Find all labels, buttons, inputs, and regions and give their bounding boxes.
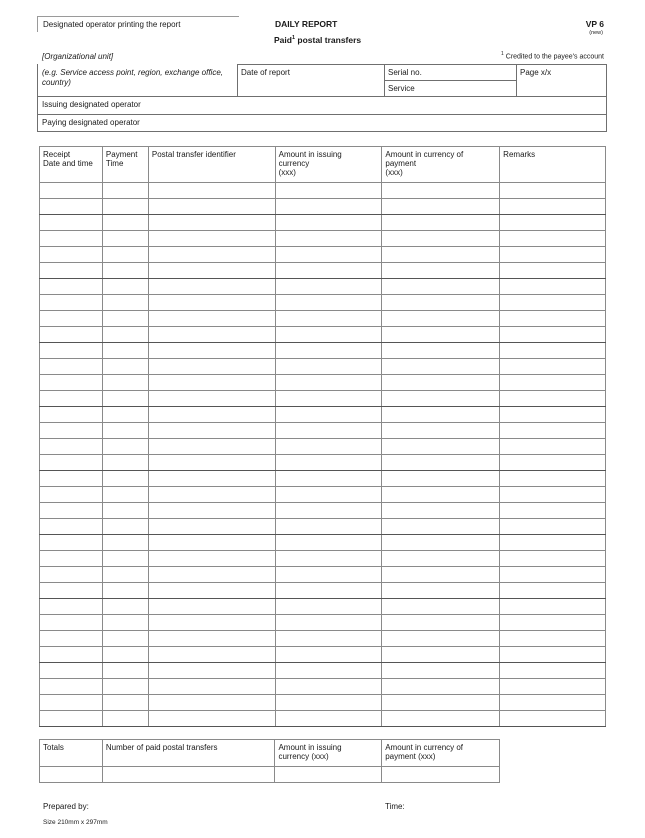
amount-payment-cell[interactable] [382,663,500,679]
remarks-cell[interactable] [500,343,606,359]
amount-issuing-cell[interactable] [275,647,382,663]
totals-header-totals-text: Totals [43,743,64,752]
payment-cell[interactable] [102,183,148,199]
identifier-cell[interactable] [148,343,275,359]
identifier-cell[interactable] [148,423,275,439]
receipt-cell[interactable] [40,503,103,519]
receipt-cell[interactable] [40,391,103,407]
table-row [40,183,606,199]
table-row [40,679,606,695]
amount-issuing-cell[interactable] [275,311,382,327]
table-row [40,695,606,711]
paper-size-note: Size 210mm x 297mm [43,819,108,826]
footnote-mark: 1 [501,51,504,57]
receipt-cell[interactable] [40,615,103,631]
remarks-cell[interactable] [500,231,606,247]
remarks-cell[interactable] [500,535,606,551]
header-payment-text: Payment Time [105,150,138,168]
amount-payment-cell[interactable] [382,327,500,343]
amount-payment-cell[interactable] [382,535,500,551]
remarks-cell[interactable] [500,391,606,407]
amount-payment-cell[interactable] [382,343,500,359]
identifier-cell[interactable] [148,599,275,615]
header-receipt-text: Receipt Date and time [43,150,93,168]
amount-issuing-cell[interactable] [275,695,382,711]
header-remarks-text: Remarks [503,150,536,159]
payment-cell[interactable] [102,455,148,471]
header-amount-issuing [275,147,382,183]
amount-issuing-cell[interactable] [275,183,382,199]
identifier-cell[interactable] [148,535,275,551]
report-title: DAILY REPORT [275,19,338,29]
receipt-cell[interactable] [40,631,103,647]
remarks-cell[interactable] [500,583,606,599]
totals-amount-payment-cell[interactable] [382,767,500,783]
remarks-cell[interactable] [500,359,606,375]
report-subtitle [274,35,361,45]
amount-issuing-cell[interactable] [275,615,382,631]
receipt-cell[interactable] [40,183,103,199]
amount-issuing-cell[interactable] [275,295,382,311]
payment-cell[interactable] [102,199,148,215]
remarks-cell[interactable] [500,247,606,263]
amount-issuing-cell[interactable] [275,247,382,263]
totals-amount-issuing-cell[interactable] [275,767,382,783]
remarks-cell[interactable] [500,679,606,695]
amount-issuing-cell[interactable] [275,599,382,615]
table-row [40,535,606,551]
amount-payment-cell[interactable] [382,391,500,407]
header-amount-payment-text: Amount in currency of payment (xxx) [385,150,464,177]
table-row [40,215,606,231]
payment-cell[interactable] [102,279,148,295]
receipt-cell[interactable] [40,327,103,343]
table-row [40,631,606,647]
page-label: Page x/x [520,68,552,77]
amount-issuing-cell[interactable] [275,407,382,423]
receipt-cell[interactable] [40,343,103,359]
receipt-cell[interactable] [40,487,103,503]
table-row [40,231,606,247]
receipt-cell[interactable] [40,263,103,279]
amount-payment-cell[interactable] [382,279,500,295]
payment-cell[interactable] [102,599,148,615]
table-row [40,295,606,311]
identifier-cell[interactable] [148,231,275,247]
table-row [40,247,606,263]
receipt-cell[interactable] [40,551,103,567]
payment-cell[interactable] [102,359,148,375]
identifier-cell[interactable] [148,551,275,567]
totals-header-amount-issuing [275,740,382,767]
amount-payment-cell[interactable] [382,247,500,263]
receipt-cell[interactable] [40,471,103,487]
totals-header-totals [40,740,103,767]
amount-issuing-cell[interactable] [275,583,382,599]
identifier-cell[interactable] [148,263,275,279]
service-label: Service [388,84,415,93]
identifier-cell[interactable] [148,647,275,663]
remarks-cell[interactable] [500,503,606,519]
amount-issuing-cell[interactable] [275,471,382,487]
header-receipt [40,147,103,183]
remarks-cell[interactable] [500,199,606,215]
remarks-cell[interactable] [500,311,606,327]
receipt-cell[interactable] [40,311,103,327]
amount-payment-cell[interactable] [382,183,500,199]
amount-payment-cell[interactable] [382,567,500,583]
amount-payment-cell[interactable] [382,615,500,631]
header-amount-payment [382,147,500,183]
identifier-cell[interactable] [148,311,275,327]
table-row [40,439,606,455]
subtitle-text-rest: postal transfers [295,35,362,45]
amount-issuing-cell[interactable] [275,455,382,471]
identifier-cell[interactable] [148,247,275,263]
remarks-cell[interactable] [500,183,606,199]
table-row [40,375,606,391]
payment-cell[interactable] [102,407,148,423]
serial-no-label: Serial no. [388,68,422,77]
payment-cell[interactable] [102,391,148,407]
receipt-cell[interactable] [40,567,103,583]
paying-operator-label: Paying designated operator [42,118,140,127]
identifier-cell[interactable] [148,295,275,311]
payment-cell[interactable] [102,503,148,519]
amount-issuing-cell[interactable] [275,663,382,679]
amount-payment-cell[interactable] [382,439,500,455]
header-amount-issuing-text: Amount in issuing currency (xxx) [278,150,342,177]
table-row [40,471,606,487]
org-unit-example: (e.g. Service access point, region, exchange office, country) [42,68,223,87]
amount-issuing-cell[interactable] [275,423,382,439]
identifier-cell[interactable] [148,567,275,583]
remarks-cell[interactable] [500,279,606,295]
payment-cell[interactable] [102,231,148,247]
identifier-cell[interactable] [148,663,275,679]
payment-cell[interactable] [102,487,148,503]
identifier-cell[interactable] [148,583,275,599]
identifier-cell[interactable] [148,199,275,215]
amount-payment-cell[interactable] [382,503,500,519]
receipt-cell[interactable] [40,535,103,551]
amount-issuing-cell[interactable] [275,375,382,391]
identifier-cell[interactable] [148,183,275,199]
payment-cell[interactable] [102,679,148,695]
receipt-cell[interactable] [40,695,103,711]
totals-header-row [40,740,500,767]
amount-issuing-cell[interactable] [275,327,382,343]
remarks-cell[interactable] [500,375,606,391]
receipt-cell[interactable] [40,279,103,295]
payment-cell[interactable] [102,519,148,535]
prepared-by-label: Prepared by: [43,802,89,811]
amount-payment-cell[interactable] [382,471,500,487]
amount-payment-cell[interactable] [382,487,500,503]
totals-count-cell[interactable] [102,767,275,783]
header-payment [102,147,148,183]
table-row [40,599,606,615]
receipt-cell[interactable] [40,407,103,423]
amount-payment-cell[interactable] [382,231,500,247]
remarks-cell[interactable] [500,407,606,423]
amount-issuing-cell[interactable] [275,279,382,295]
totals-header-amount-issuing-text: Amount in issuing currency (xxx) [278,743,342,761]
amount-issuing-cell[interactable] [275,439,382,455]
totals-header-amount-payment [382,740,500,767]
table-row [40,647,606,663]
remarks-cell[interactable] [500,519,606,535]
amount-issuing-cell[interactable] [275,343,382,359]
time-label: Time: [385,802,405,811]
remarks-cell[interactable] [500,695,606,711]
receipt-cell[interactable] [40,375,103,391]
amount-payment-cell[interactable] [382,599,500,615]
remarks-cell[interactable] [500,263,606,279]
amount-payment-cell[interactable] [382,519,500,535]
table-row [40,551,606,567]
table-row [40,503,606,519]
totals-header-count [102,740,275,767]
receipt-cell[interactable] [40,295,103,311]
amount-issuing-cell[interactable] [275,231,382,247]
amount-issuing-cell[interactable] [275,215,382,231]
table-row [40,199,606,215]
payment-cell[interactable] [102,439,148,455]
amount-payment-cell[interactable] [382,679,500,695]
org-unit-label: [Organizational unit] [42,52,114,61]
receipt-cell[interactable] [40,423,103,439]
issuing-operator-label: Issuing designated operator [42,100,141,109]
receipt-cell[interactable] [40,215,103,231]
payment-cell[interactable] [102,471,148,487]
amount-issuing-cell[interactable] [275,391,382,407]
payment-cell[interactable] [102,423,148,439]
remarks-cell[interactable] [500,551,606,567]
receipt-cell[interactable] [40,439,103,455]
footnote-text: Credited to the payee's account [503,53,604,61]
payment-cell[interactable] [102,615,148,631]
payment-cell[interactable] [102,647,148,663]
amount-issuing-cell[interactable] [275,199,382,215]
remarks-cell[interactable] [500,423,606,439]
remarks-cell[interactable] [500,487,606,503]
amount-issuing-cell[interactable] [275,679,382,695]
payment-cell[interactable] [102,343,148,359]
header-identifier [148,147,275,183]
receipt-cell[interactable] [40,599,103,615]
amount-issuing-cell[interactable] [275,519,382,535]
remarks-cell[interactable] [500,663,606,679]
identifier-cell[interactable] [148,439,275,455]
table-row [40,519,606,535]
identifier-cell[interactable] [148,519,275,535]
table-row [40,615,606,631]
payment-cell[interactable] [102,327,148,343]
amount-issuing-cell[interactable] [275,567,382,583]
amount-payment-cell[interactable] [382,215,500,231]
payment-cell[interactable] [102,215,148,231]
table-row [40,455,606,471]
table-row [40,343,606,359]
table-row [40,663,606,679]
amount-issuing-cell[interactable] [275,487,382,503]
table-row [40,263,606,279]
table-row [40,487,606,503]
remarks-cell[interactable] [500,567,606,583]
form-code-note: (new) [589,30,603,36]
table-row [40,583,606,599]
payment-cell[interactable] [102,583,148,599]
remarks-cell[interactable] [500,615,606,631]
payment-cell[interactable] [102,551,148,567]
form-code: VP 6 [585,19,604,29]
amount-payment-cell[interactable] [382,199,500,215]
amount-payment-cell[interactable] [382,263,500,279]
receipt-cell[interactable] [40,711,103,727]
receipt-cell[interactable] [40,679,103,695]
header-identifier-text: Postal transfer identifier [151,150,236,159]
remarks-cell[interactable] [500,327,606,343]
totals-header-count-text: Number of paid postal transfers [105,743,218,752]
identifier-cell[interactable] [148,615,275,631]
designated-operator-label: Designated operator printing the report [43,20,181,29]
amount-payment-cell[interactable] [382,583,500,599]
identifier-cell[interactable] [148,471,275,487]
remarks-cell[interactable] [500,471,606,487]
amount-payment-cell[interactable] [382,711,500,727]
payment-cell[interactable] [102,711,148,727]
receipt-cell[interactable] [40,519,103,535]
amount-payment-cell[interactable] [382,647,500,663]
identifier-cell[interactable] [148,279,275,295]
identifier-cell[interactable] [148,407,275,423]
table-row [40,279,606,295]
amount-issuing-cell[interactable] [275,359,382,375]
remarks-cell[interactable] [500,455,606,471]
table-row [40,327,606,343]
footnote [501,51,604,60]
table-row [40,567,606,583]
table-row [40,423,606,439]
table-row [40,407,606,423]
table-row [40,359,606,375]
amount-issuing-cell[interactable] [275,535,382,551]
identifier-cell[interactable] [148,327,275,343]
payment-cell[interactable] [102,311,148,327]
identifier-cell[interactable] [148,455,275,471]
identifier-cell[interactable] [148,503,275,519]
subtitle-footnote-mark: 1 [291,35,296,42]
remarks-cell[interactable] [500,295,606,311]
receipt-cell[interactable] [40,231,103,247]
remarks-cell[interactable] [500,631,606,647]
receipt-cell[interactable] [40,199,103,215]
amount-payment-cell[interactable] [382,423,500,439]
identifier-cell[interactable] [148,711,275,727]
receipt-cell[interactable] [40,663,103,679]
totals-table [39,739,500,783]
payment-cell[interactable] [102,663,148,679]
table-row [40,311,606,327]
amount-payment-cell[interactable] [382,359,500,375]
payment-cell[interactable] [102,295,148,311]
subtitle-text: Paid [274,35,292,45]
amount-payment-cell[interactable] [382,407,500,423]
identifier-cell[interactable] [148,631,275,647]
receipt-cell[interactable] [40,247,103,263]
amount-payment-cell[interactable] [382,695,500,711]
payment-cell[interactable] [102,375,148,391]
amount-issuing-cell[interactable] [275,263,382,279]
payment-cell[interactable] [102,247,148,263]
receipt-cell[interactable] [40,583,103,599]
remarks-cell[interactable] [500,711,606,727]
remarks-cell[interactable] [500,647,606,663]
amount-issuing-cell[interactable] [275,503,382,519]
identifier-cell[interactable] [148,215,275,231]
remarks-cell[interactable] [500,599,606,615]
amount-payment-cell[interactable] [382,295,500,311]
payment-cell[interactable] [102,263,148,279]
identifier-cell[interactable] [148,679,275,695]
totals-cell[interactable] [40,767,103,783]
remarks-cell[interactable] [500,215,606,231]
receipt-cell[interactable] [40,359,103,375]
header-remarks [500,147,606,183]
amount-payment-cell[interactable] [382,551,500,567]
amount-issuing-cell[interactable] [275,551,382,567]
designated-operator-box [37,16,239,32]
receipt-cell[interactable] [40,647,103,663]
totals-row [40,767,500,783]
amount-payment-cell[interactable] [382,375,500,391]
payment-cell[interactable] [102,535,148,551]
receipt-cell[interactable] [40,455,103,471]
date-of-report-label: Date of report [241,68,290,77]
transfers-table [39,146,606,727]
amount-payment-cell[interactable] [382,455,500,471]
table-header-row [40,147,606,183]
identifier-cell[interactable] [148,375,275,391]
identifier-cell[interactable] [148,391,275,407]
identifier-cell[interactable] [148,359,275,375]
table-row [40,711,606,727]
amount-issuing-cell[interactable] [275,631,382,647]
identifier-cell[interactable] [148,487,275,503]
payment-cell[interactable] [102,695,148,711]
amount-issuing-cell[interactable] [275,711,382,727]
payment-cell[interactable] [102,631,148,647]
remarks-cell[interactable] [500,439,606,455]
amount-payment-cell[interactable] [382,631,500,647]
amount-payment-cell[interactable] [382,311,500,327]
identifier-cell[interactable] [148,695,275,711]
payment-cell[interactable] [102,567,148,583]
totals-header-amount-payment-text: Amount in currency of payment (xxx) [385,743,464,761]
table-row [40,391,606,407]
